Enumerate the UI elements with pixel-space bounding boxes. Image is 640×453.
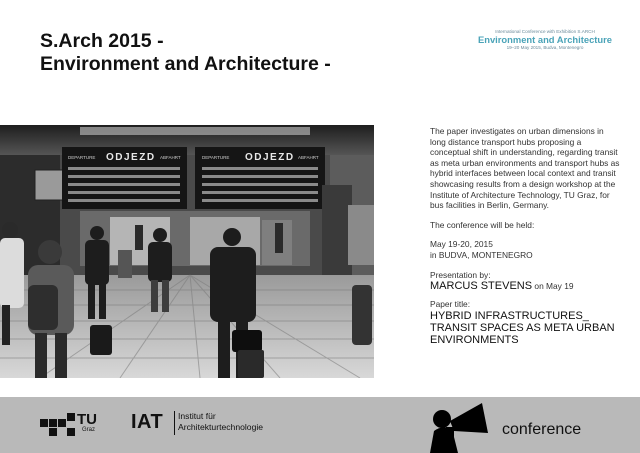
paper-description: The paper investigates on urban dimensions in long distance transport hubs proposing a conceptual shift in understanding, regarding transit as meta urban environments and transport hubs as hybrid interfaces between local context and transit showcasing results from a design workshop at the Institute of Architecture Technology, TU Graz, for bus facilities in Berlin, Germany. (430, 126, 620, 211)
iat-logo-text: IAT (131, 411, 164, 433)
info-panel (430, 126, 620, 346)
iat-line-1: Institut für (178, 411, 216, 421)
station-photo-illustration (0, 125, 374, 378)
board-title-left: ODJEZD (106, 152, 156, 163)
presenter-name: MARCUS STEVENS (430, 280, 533, 293)
iat-line-2: Architekturtechnologie (178, 422, 264, 432)
paper-title-line-1: HYBRID INFRASTRUCTURES_ (430, 309, 589, 322)
iat-divider (174, 411, 175, 435)
megaphone-person-icon (428, 397, 492, 453)
conference-logo-line-3: 19–20 May 2015, Budva, Montenegro (506, 45, 584, 50)
held-label: The conference will be held: (430, 219, 535, 230)
station-photo (0, 125, 374, 378)
presentation-label: Presentation by: (430, 269, 491, 280)
paper-title-label: Paper title: (430, 299, 471, 310)
board-label-right: DEPARTURE (202, 155, 230, 160)
conference-logo-line-1: International Conference with Exhibition S.ARCH (495, 29, 595, 34)
paper-title-line-2: TRANSIT SPACES AS META URBAN (430, 321, 615, 334)
paper-title-line-3: ENVIRONMENTS (430, 333, 519, 346)
tu-logo-subtext: Graz (82, 427, 96, 433)
presenter-line (430, 280, 620, 292)
board-label-right-de: ABFAHRT (298, 155, 319, 160)
conference-location: in BUDVA, MONTENEGRO (430, 249, 533, 260)
tu-logo-text: TU (77, 411, 97, 428)
tu-graz-logo-icon (40, 413, 110, 439)
board-title-right: ODJEZD (245, 152, 295, 163)
board-label-left: DEPARTURE (68, 155, 96, 160)
title-line-1: S.Arch 2015 - (40, 30, 164, 52)
conference-dates: May 19-20, 2015 (430, 239, 493, 250)
presentation-date: on May 19 (534, 281, 574, 292)
page-title (40, 30, 331, 76)
iat-institute-name (178, 411, 263, 433)
footer-bar (0, 397, 640, 453)
conference-label: conference (502, 421, 582, 438)
conference-logo (470, 29, 620, 50)
conference-logo-line-2: Environment and Architecture (477, 34, 613, 45)
board-label-left-de: ABFAHRT (160, 155, 181, 160)
title-line-2: Environment and Architecture - (40, 53, 331, 75)
